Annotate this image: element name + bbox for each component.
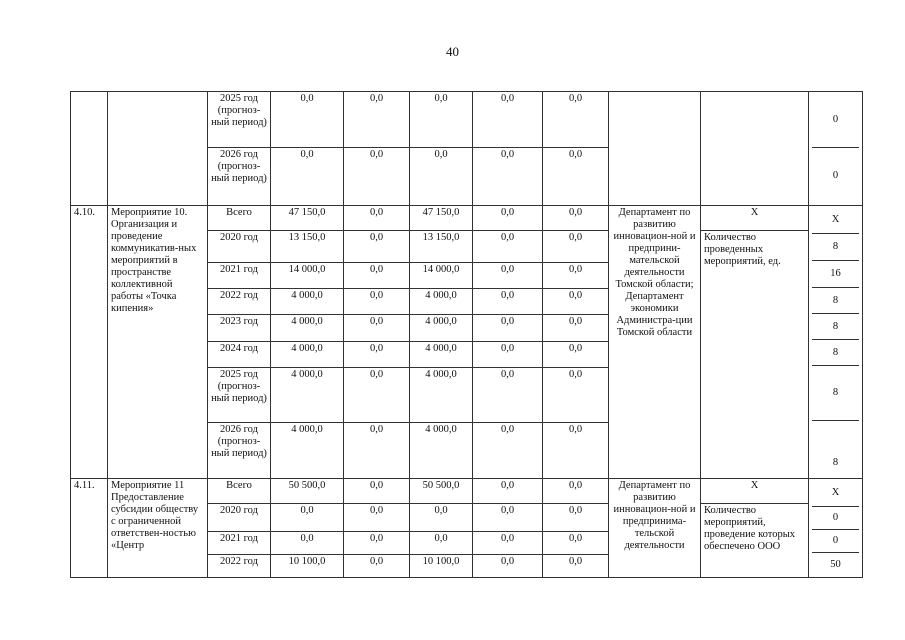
year-cell: 2021 год (208, 263, 271, 289)
value-cell: 0,0 (410, 532, 473, 555)
indicator-value: 16 (812, 261, 859, 288)
value-cell: 0,0 (543, 263, 609, 289)
value-cell: 0,0 (344, 423, 410, 479)
year-cell: 2025 год (прогноз-ный период) (208, 92, 271, 148)
value-cell: 0,0 (473, 263, 543, 289)
indicator-value: 0 (812, 530, 859, 553)
value-cell: 0,0 (271, 532, 344, 555)
executor-cell (609, 92, 701, 206)
value-cell: 0,0 (543, 206, 609, 231)
program-table (70, 91, 863, 578)
year-cell: 2025 год (прогноз-ный период) (208, 368, 271, 423)
item-number-cell: 4.11. (71, 479, 108, 578)
value-cell: 0,0 (473, 92, 543, 148)
value-cell: 10 100,0 (271, 555, 344, 578)
year-cell: 2026 год (прогноз-ный период) (208, 423, 271, 479)
value-cell: 0,0 (543, 231, 609, 263)
value-cell: 0,0 (543, 342, 609, 368)
value-cell: 0,0 (543, 92, 609, 148)
item-name-cell: Мероприятие 10. Организация и проведение коммуникатив-ных мероприятий в пространстве коллективной работы «Точка кипения» (108, 206, 208, 479)
value-cell: 0,0 (473, 231, 543, 263)
year-cell: 2020 год (208, 231, 271, 263)
indicator-value-column (809, 92, 863, 206)
indicator-value-column (809, 206, 863, 479)
indicator-value: 8 (832, 457, 839, 468)
table-row (71, 92, 863, 148)
value-cell: 0,0 (473, 148, 543, 206)
value-cell: 0,0 (543, 423, 609, 479)
year-cell: 2023 год (208, 315, 271, 342)
indicator-value-column (809, 479, 863, 578)
value-cell: 0,0 (543, 504, 609, 532)
value-cell: 4 000,0 (410, 289, 473, 315)
value-cell: 0,0 (410, 92, 473, 148)
value-cell: 0,0 (344, 342, 410, 368)
year-cell: Всего (208, 206, 271, 231)
indicator-value: 50 (830, 558, 841, 570)
indicator-value: X (812, 480, 859, 507)
value-cell: 0,0 (410, 504, 473, 532)
year-cell: 2020 год (208, 504, 271, 532)
year-cell: 2021 год (208, 532, 271, 555)
executor-cell: Департамент по развитию инновацион-ной и предпринима-тельской деятельности (609, 479, 701, 578)
value-cell: 0,0 (473, 555, 543, 578)
indicator-x-cell: X (701, 479, 809, 504)
value-cell: 0,0 (344, 315, 410, 342)
indicator-value: X (812, 207, 859, 234)
value-cell: 0,0 (344, 206, 410, 231)
value-cell: 0,0 (473, 289, 543, 315)
indicator-value: 0 (812, 507, 859, 530)
value-cell: 10 100,0 (410, 555, 473, 578)
value-cell: 0,0 (344, 532, 410, 555)
indicator-value: 8 (812, 340, 859, 366)
value-cell: 0,0 (271, 92, 344, 148)
table-row (71, 206, 863, 231)
indicator-value: 8 (812, 366, 859, 421)
year-cell: 2026 год (прогноз-ный период) (208, 148, 271, 206)
value-cell: 0,0 (410, 148, 473, 206)
value-cell: 0,0 (344, 479, 410, 504)
indicator-value: 8 (812, 234, 859, 261)
value-cell: 13 150,0 (271, 231, 344, 263)
value-cell: 4 000,0 (410, 423, 473, 479)
value-cell: 0,0 (344, 231, 410, 263)
indicator-name-cell: Количество мероприятий, проведение которых обеспечено ООО (701, 504, 809, 578)
value-cell: 0,0 (473, 532, 543, 555)
year-cell: 2022 год (208, 289, 271, 315)
value-cell: 0,0 (344, 368, 410, 423)
value-cell: 0,0 (344, 504, 410, 532)
value-cell: 0,0 (543, 148, 609, 206)
value-cell: 0,0 (543, 479, 609, 504)
value-cell: 0,0 (344, 289, 410, 315)
value-cell: 13 150,0 (410, 231, 473, 263)
value-cell: 47 150,0 (271, 206, 344, 231)
value-cell: 50 500,0 (410, 479, 473, 504)
indicator-name-cell: Количество проведенных мероприятий, ед. (701, 231, 809, 479)
value-cell: 0,0 (473, 479, 543, 504)
page-number: 40 (446, 44, 459, 59)
year-cell: 2022 год (208, 555, 271, 578)
value-cell: 0,0 (344, 92, 410, 148)
value-cell: 0,0 (473, 315, 543, 342)
item-name-cell (108, 92, 208, 206)
value-cell: 0,0 (271, 148, 344, 206)
indicator-value: 8 (812, 288, 859, 314)
value-cell: 0,0 (271, 504, 344, 532)
executor-cell: Департамент по развитию инновацион-ной и предприни-мательской деятельности Томской области; Департамент экономики Администра-ции Томской области (609, 206, 701, 479)
indicator-x-cell: X (701, 206, 809, 231)
value-cell: 4 000,0 (271, 423, 344, 479)
item-number-cell (71, 92, 108, 206)
value-cell: 4 000,0 (410, 368, 473, 423)
table-row (71, 479, 863, 504)
year-cell: Всего (208, 479, 271, 504)
value-cell: 4 000,0 (410, 315, 473, 342)
item-number-cell: 4.10. (71, 206, 108, 479)
value-cell: 4 000,0 (271, 342, 344, 368)
year-cell: 2024 год (208, 342, 271, 368)
value-cell: 14 000,0 (271, 263, 344, 289)
indicator-value: 8 (812, 314, 859, 340)
value-cell: 50 500,0 (271, 479, 344, 504)
value-cell: 0,0 (473, 423, 543, 479)
indicator-value: 0 (812, 93, 859, 148)
value-cell: 0,0 (543, 555, 609, 578)
value-cell: 4 000,0 (271, 289, 344, 315)
value-cell: 0,0 (543, 368, 609, 423)
value-cell: 14 000,0 (410, 263, 473, 289)
indicator-name-cell (701, 92, 809, 206)
value-cell: 0,0 (473, 342, 543, 368)
value-cell: 0,0 (344, 555, 410, 578)
value-cell: 0,0 (543, 289, 609, 315)
value-cell: 0,0 (473, 504, 543, 532)
value-cell: 0,0 (344, 263, 410, 289)
value-cell: 0,0 (473, 206, 543, 231)
value-cell: 0,0 (473, 368, 543, 423)
value-cell: 4 000,0 (271, 315, 344, 342)
value-cell: 0,0 (543, 315, 609, 342)
value-cell: 47 150,0 (410, 206, 473, 231)
value-cell: 4 000,0 (271, 368, 344, 423)
indicator-value: 0 (832, 170, 839, 181)
item-name-cell: Мероприятие 11 Предоставление субсидии обществу с ограниченной ответствен-ностью «Центр (108, 479, 208, 578)
value-cell: 0,0 (344, 148, 410, 206)
value-cell: 0,0 (543, 532, 609, 555)
value-cell: 4 000,0 (410, 342, 473, 368)
